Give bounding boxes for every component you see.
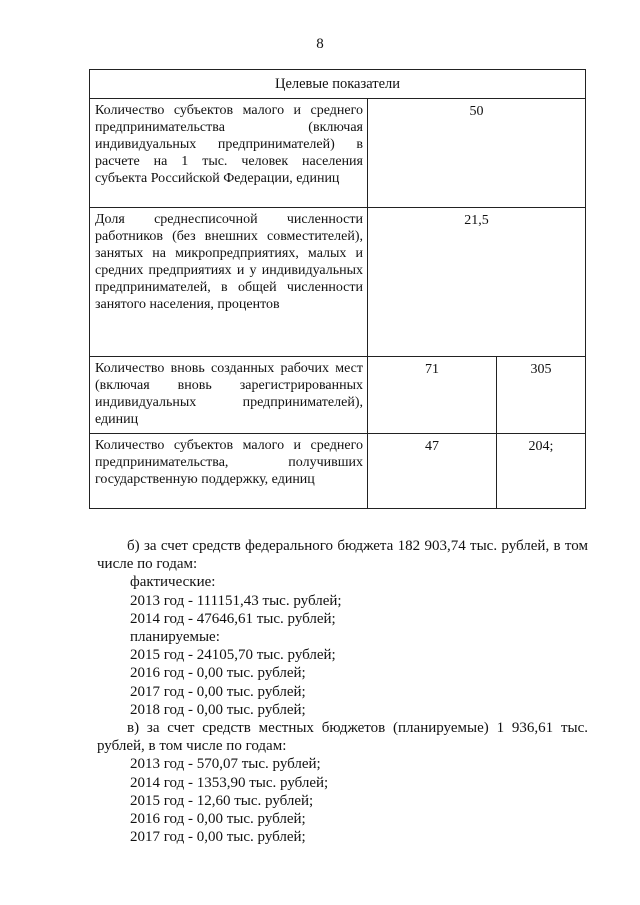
- year-line: 2016 год - 0,00 тыс. рублей;: [130, 665, 306, 682]
- indicator-label: Количество вновь созданных рабочих мест (включая вновь зарегистрированных индивидуальных предпринимателей), единиц: [90, 357, 368, 434]
- table-row: [90, 208, 586, 357]
- indicator-value: 71: [368, 357, 497, 434]
- indicator-label: Доля среднесписочной численности работников (без внешних совместителей), занятых на микропредприятиях, малых и средних предприятиях и у индивидуальных предпринимателей, в общей численности занятого населения, процентов: [90, 208, 368, 357]
- local-budget-paragraph: в) за счет средств местных бюджетов (планируемые) 1 936,61 тыс. рублей, в том числе по годам:: [97, 720, 588, 755]
- funding-section: [97, 537, 588, 846]
- year-line: 2013 год - 111151,43 тыс. рублей;: [130, 592, 342, 609]
- page-number: 8: [316, 36, 324, 52]
- year-line: 2018 год - 0,00 тыс. рублей;: [130, 701, 306, 718]
- indicator-label: Количество субъектов малого и среднего предпринимательства, получивших государственную поддержку, единиц: [90, 434, 368, 509]
- indicator-label: Количество субъектов малого и среднего предпринимательства (включая индивидуальных предпринимателей) в расчете на 1 тыс. человек населения субъекта Российской Федерации, единиц: [90, 99, 368, 208]
- table-header-row: [90, 70, 586, 99]
- year-line: 2017 год - 0,00 тыс. рублей;: [130, 829, 306, 846]
- federal-budget-paragraph: б) за счет средств федерального бюджета 182 903,74 тыс. рублей, в том числе по годам:: [97, 538, 588, 573]
- target-indicators-table: [89, 69, 586, 509]
- table-row: [90, 357, 586, 434]
- actual-label: фактические:: [130, 574, 216, 591]
- year-line: 2013 год - 570,07 тыс. рублей;: [130, 756, 321, 773]
- planned-label: планируемые:: [130, 629, 220, 646]
- year-line: 2016 год - 0,00 тыс. рублей;: [130, 811, 306, 828]
- indicator-value: 305: [497, 357, 586, 434]
- table-header: Целевые показатели: [90, 70, 586, 99]
- year-line: 2017 год - 0,00 тыс. рублей;: [130, 683, 306, 700]
- indicator-value: 204;: [497, 434, 586, 509]
- year-line: 2015 год - 24105,70 тыс. рублей;: [130, 647, 336, 664]
- year-line: 2014 год - 47646,61 тыс. рублей;: [130, 610, 336, 627]
- year-line: 2014 год - 1353,90 тыс. рублей;: [130, 774, 329, 791]
- table-row: [90, 434, 586, 509]
- indicator-value: 21,5: [368, 208, 586, 357]
- indicator-value: 47: [368, 434, 497, 509]
- year-line: 2015 год - 12,60 тыс. рублей;: [130, 792, 314, 809]
- indicator-value: 50: [368, 99, 586, 208]
- table-row: [90, 99, 586, 208]
